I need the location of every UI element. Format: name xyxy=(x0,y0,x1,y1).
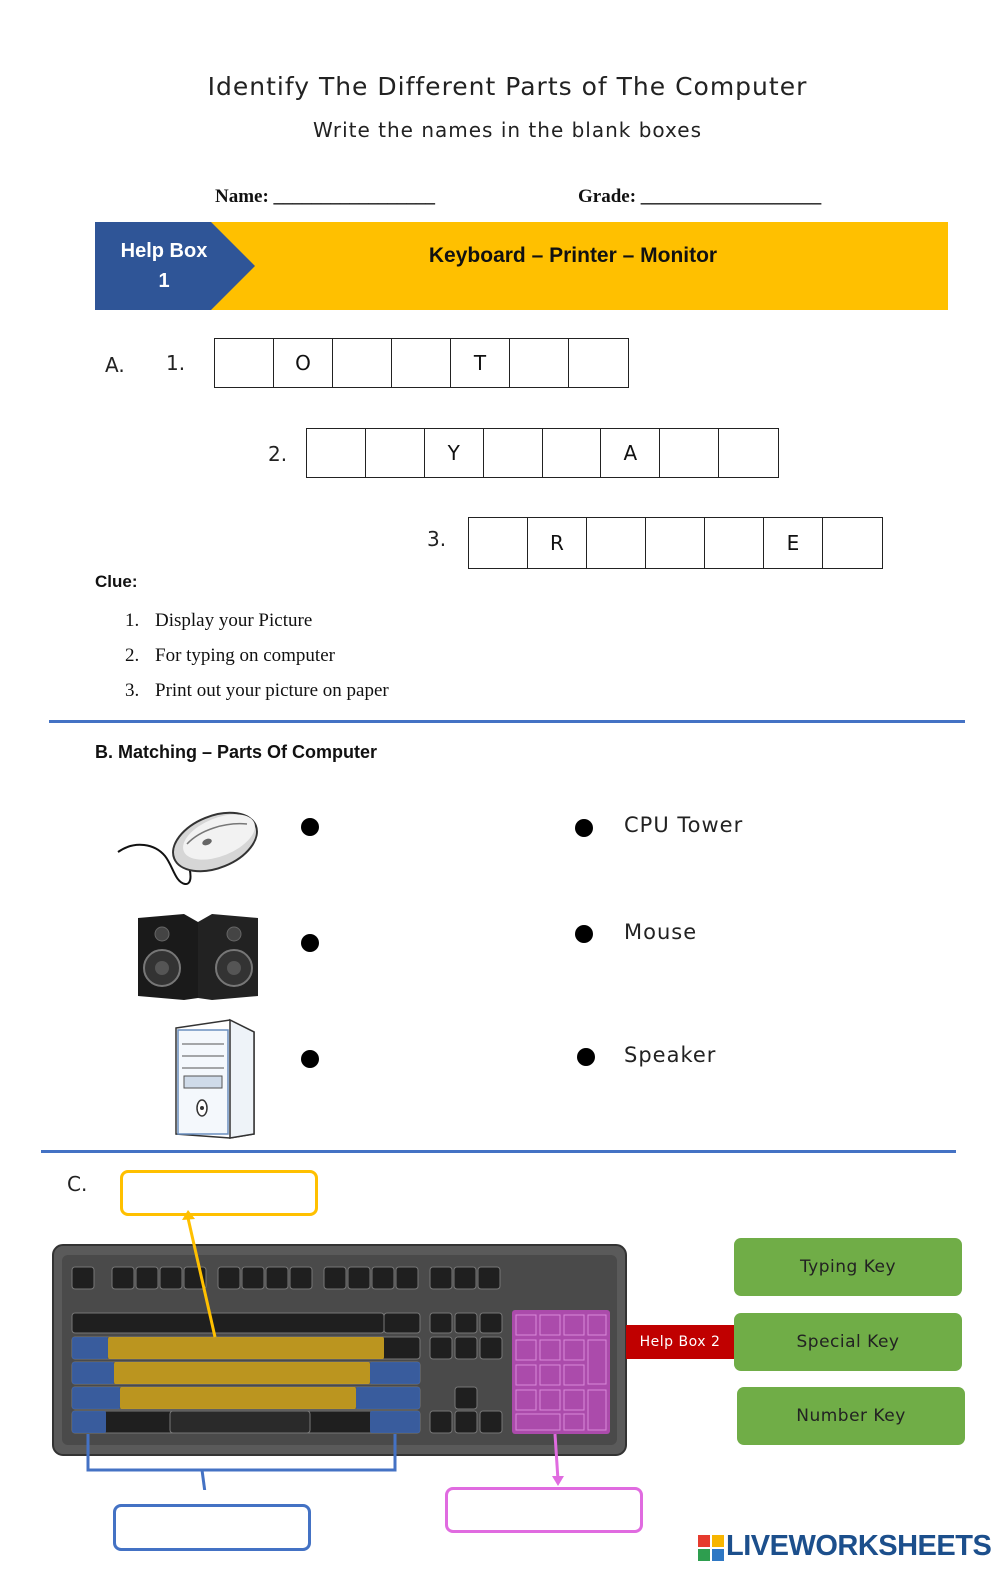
letter-box[interactable] xyxy=(646,518,705,568)
liveworksheets-brand: LIVEWORKSHEETS xyxy=(726,1530,992,1562)
name-field[interactable]: Name: _________________ xyxy=(215,186,436,207)
letter-box: O xyxy=(274,339,333,387)
answer-boxes-3[interactable] xyxy=(468,517,883,569)
worksheet-title: Identify The Different Parts of The Computer xyxy=(207,72,808,101)
letter-box[interactable] xyxy=(705,518,764,568)
help-box-1-words: Keyboard – Printer – Monitor xyxy=(428,244,718,267)
match-dot-right-2[interactable] xyxy=(575,925,593,943)
divider xyxy=(41,1150,956,1153)
letter-box: E xyxy=(764,518,823,568)
letter-box[interactable] xyxy=(392,339,451,387)
answer-boxes-1[interactable] xyxy=(214,338,629,388)
option-typing-key[interactable]: Typing Key xyxy=(734,1238,962,1296)
match-dot-left-1[interactable] xyxy=(301,818,319,836)
help-box-2-label: Help Box 2 xyxy=(626,1325,734,1359)
clue-item: 2. For typing on computer xyxy=(125,645,335,666)
answer-box-special[interactable] xyxy=(113,1504,311,1551)
letter-box[interactable] xyxy=(660,429,719,477)
liveworksheets-logo-icon xyxy=(698,1535,724,1561)
grade-field[interactable]: Grade: ___________________ xyxy=(578,186,822,207)
cpu-tower-image xyxy=(168,1018,260,1140)
option-special-key[interactable]: Special Key xyxy=(734,1313,962,1371)
clue-list xyxy=(125,610,389,715)
section-b-heading: B. Matching – Parts Of Computer xyxy=(95,742,378,762)
letter-box[interactable] xyxy=(719,429,778,477)
speakers-image xyxy=(136,912,260,1002)
question-2-number: 2. xyxy=(268,442,288,466)
letter-box: T xyxy=(451,339,510,387)
option-number-key[interactable]: Number Key xyxy=(737,1387,965,1445)
letter-box: R xyxy=(528,518,587,568)
clue-heading: Clue: xyxy=(95,572,138,591)
match-dot-right-1[interactable] xyxy=(575,819,593,837)
section-c-label: C. xyxy=(67,1172,88,1196)
match-word-1: CPU Tower xyxy=(624,813,744,837)
section-a-label: A. xyxy=(105,353,125,377)
letter-box[interactable] xyxy=(587,518,646,568)
letter-box: A xyxy=(601,429,660,477)
letter-box[interactable] xyxy=(484,429,543,477)
letter-box: Y xyxy=(425,429,484,477)
match-word-2: Mouse xyxy=(624,920,698,944)
letter-box[interactable] xyxy=(333,339,392,387)
question-3-number: 3. xyxy=(427,527,447,551)
match-dot-left-3[interactable] xyxy=(301,1050,319,1068)
letter-box[interactable] xyxy=(215,339,274,387)
keyboard-image xyxy=(50,1170,650,1490)
answer-box-number[interactable] xyxy=(445,1487,643,1533)
mouse-image xyxy=(115,800,265,890)
question-1-number: 1. xyxy=(166,351,186,375)
letter-box[interactable] xyxy=(510,339,569,387)
match-dot-right-3[interactable] xyxy=(577,1048,595,1066)
worksheet-subtitle: Write the names in the blank boxes xyxy=(313,118,702,142)
letter-box[interactable] xyxy=(469,518,528,568)
letter-box[interactable] xyxy=(307,429,366,477)
letter-box[interactable] xyxy=(823,518,882,568)
letter-box[interactable] xyxy=(543,429,602,477)
help-box-1-label: Help Box 1 xyxy=(120,240,208,292)
clue-item: 1. Display your Picture xyxy=(125,610,313,631)
answer-boxes-2[interactable] xyxy=(306,428,779,478)
letter-box[interactable] xyxy=(569,339,628,387)
match-dot-left-2[interactable] xyxy=(301,934,319,952)
divider xyxy=(49,720,965,723)
clue-item: 3. Print out your picture on paper xyxy=(125,680,389,701)
letter-box[interactable] xyxy=(366,429,425,477)
match-word-3: Speaker xyxy=(624,1043,717,1067)
